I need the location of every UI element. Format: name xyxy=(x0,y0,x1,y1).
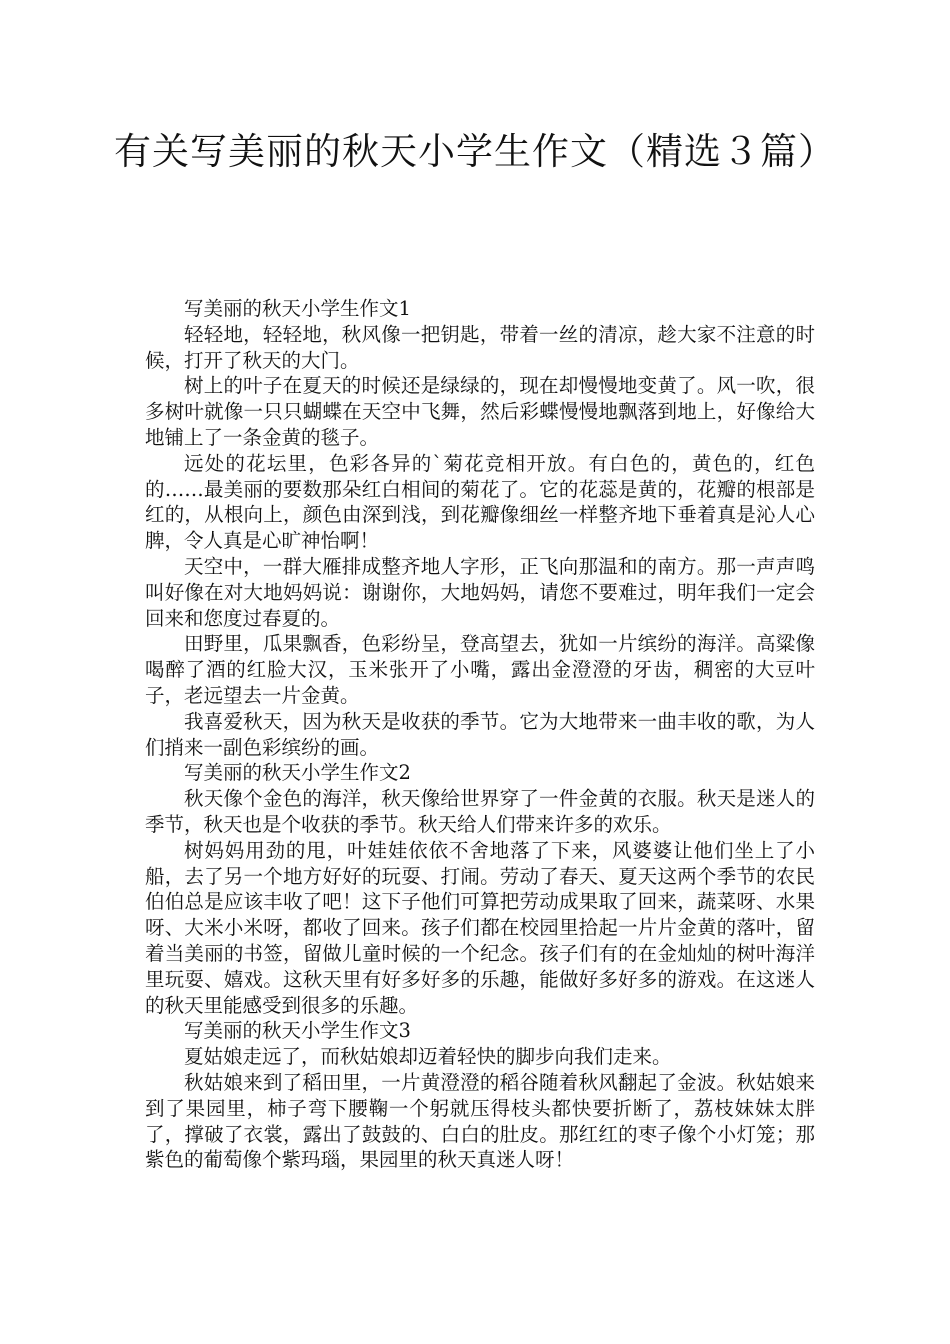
paragraph: 天空中，一群大雁排成整齐地人字形，正飞向那温和的南方。那一声声鸣叫好像在对大地妈妈说：谢谢你，大地妈妈，请您不要难过，明年我们一定会回来和您度过春夏的。 xyxy=(145,554,815,630)
paragraph: 我喜爱秋天，因为秋天是收获的季节。它为大地带来一曲丰收的歌，为人们捎来一副色彩缤纷的画。 xyxy=(145,709,815,759)
paragraph: 树妈妈用劲的甩，叶娃娃依依不舍地落了下来，风婆婆让他们坐上了小船，去了另一个地方好好的玩耍、打闹。劳动了春天、夏天这两个季节的农民伯伯总是应该丰收了吧！这下子他们可算把劳动成果取了回来，蔬菜呀、水果呀、大米小米呀，都收了回来。孩子们都在校园里拾起一片片金黄的落叶，留着当美丽的书签，留做儿童时候的一个纪念。孩子们有的在金灿灿的树叶海洋里玩耍、嬉戏。这秋天里有好多好多的乐趣，能做好多好多的游戏。在这迷人的秋天里能感受到很多的乐趣。 xyxy=(145,838,815,1017)
section-heading-1: 写美丽的秋天小学生作文1 xyxy=(184,297,411,320)
document-title: 有关写美丽的秋天小学生作文（精选３篇） xyxy=(114,130,836,173)
section-heading-3: 写美丽的秋天小学生作文3 xyxy=(184,1019,411,1043)
paragraph: 树上的叶子在夏天的时候还是绿绿的，现在却慢慢地变黄了。风一吹，很多树叶就像一只只蝴蝶在天空中飞舞，然后彩蝶慢慢地飘落到地上，好像给大地铺上了一条金黄的毯子。 xyxy=(145,374,815,449)
document-body xyxy=(145,296,815,1173)
paragraph: 轻轻地，轻轻地，秋风像一把钥匙，带着一丝的清凉，趁大家不注意的时候，打开了秋天的大门。 xyxy=(145,322,815,372)
paragraph: 田野里，瓜果飘香，色彩纷呈，登高望去，犹如一片缤纷的海洋。高粱像喝醉了酒的红脸大汉，玉米张开了小嘴，露出金澄澄的牙齿，稠密的大豆叶子，老远望去一片金黄。 xyxy=(145,632,815,707)
paragraph: 秋天像个金色的海洋，秋天像给世界穿了一件金黄的衣服。秋天是迷人的季节，秋天也是个收获的季节。秋天给人们带来许多的欢乐。 xyxy=(145,787,815,836)
paragraph: 秋姑娘来到了稻田里，一片黄澄澄的稻谷随着秋风翻起了金波。秋姑娘来到了果园里，柿子弯下腰鞠一个躬就压得枝头都快要折断了，荔枝妹妹太胖了，撑破了衣裳，露出了鼓鼓的、白白的肚皮。那红红的枣子像个小灯笼；那紫色的葡萄像个紫玛瑙，果园里的秋天真迷人呀！ xyxy=(145,1070,815,1172)
section-heading-2: 写美丽的秋天小学生作文2 xyxy=(184,761,411,785)
paragraph: 远处的花坛里，色彩各异的`菊花竞相开放。有白色的，黄色的，红色的……最美丽的要数那朵红白相间的菊花了。它的花蕊是黄的，花瓣的根部是红的，从根向上，颜色由深到浅，到花瓣像细丝一样整齐地下垂着真是沁人心脾，令人真是心旷神怡啊！ xyxy=(145,451,815,553)
paragraph: 夏姑娘走远了，而秋姑娘却迈着轻快的脚步向我们走来。 xyxy=(184,1045,672,1069)
